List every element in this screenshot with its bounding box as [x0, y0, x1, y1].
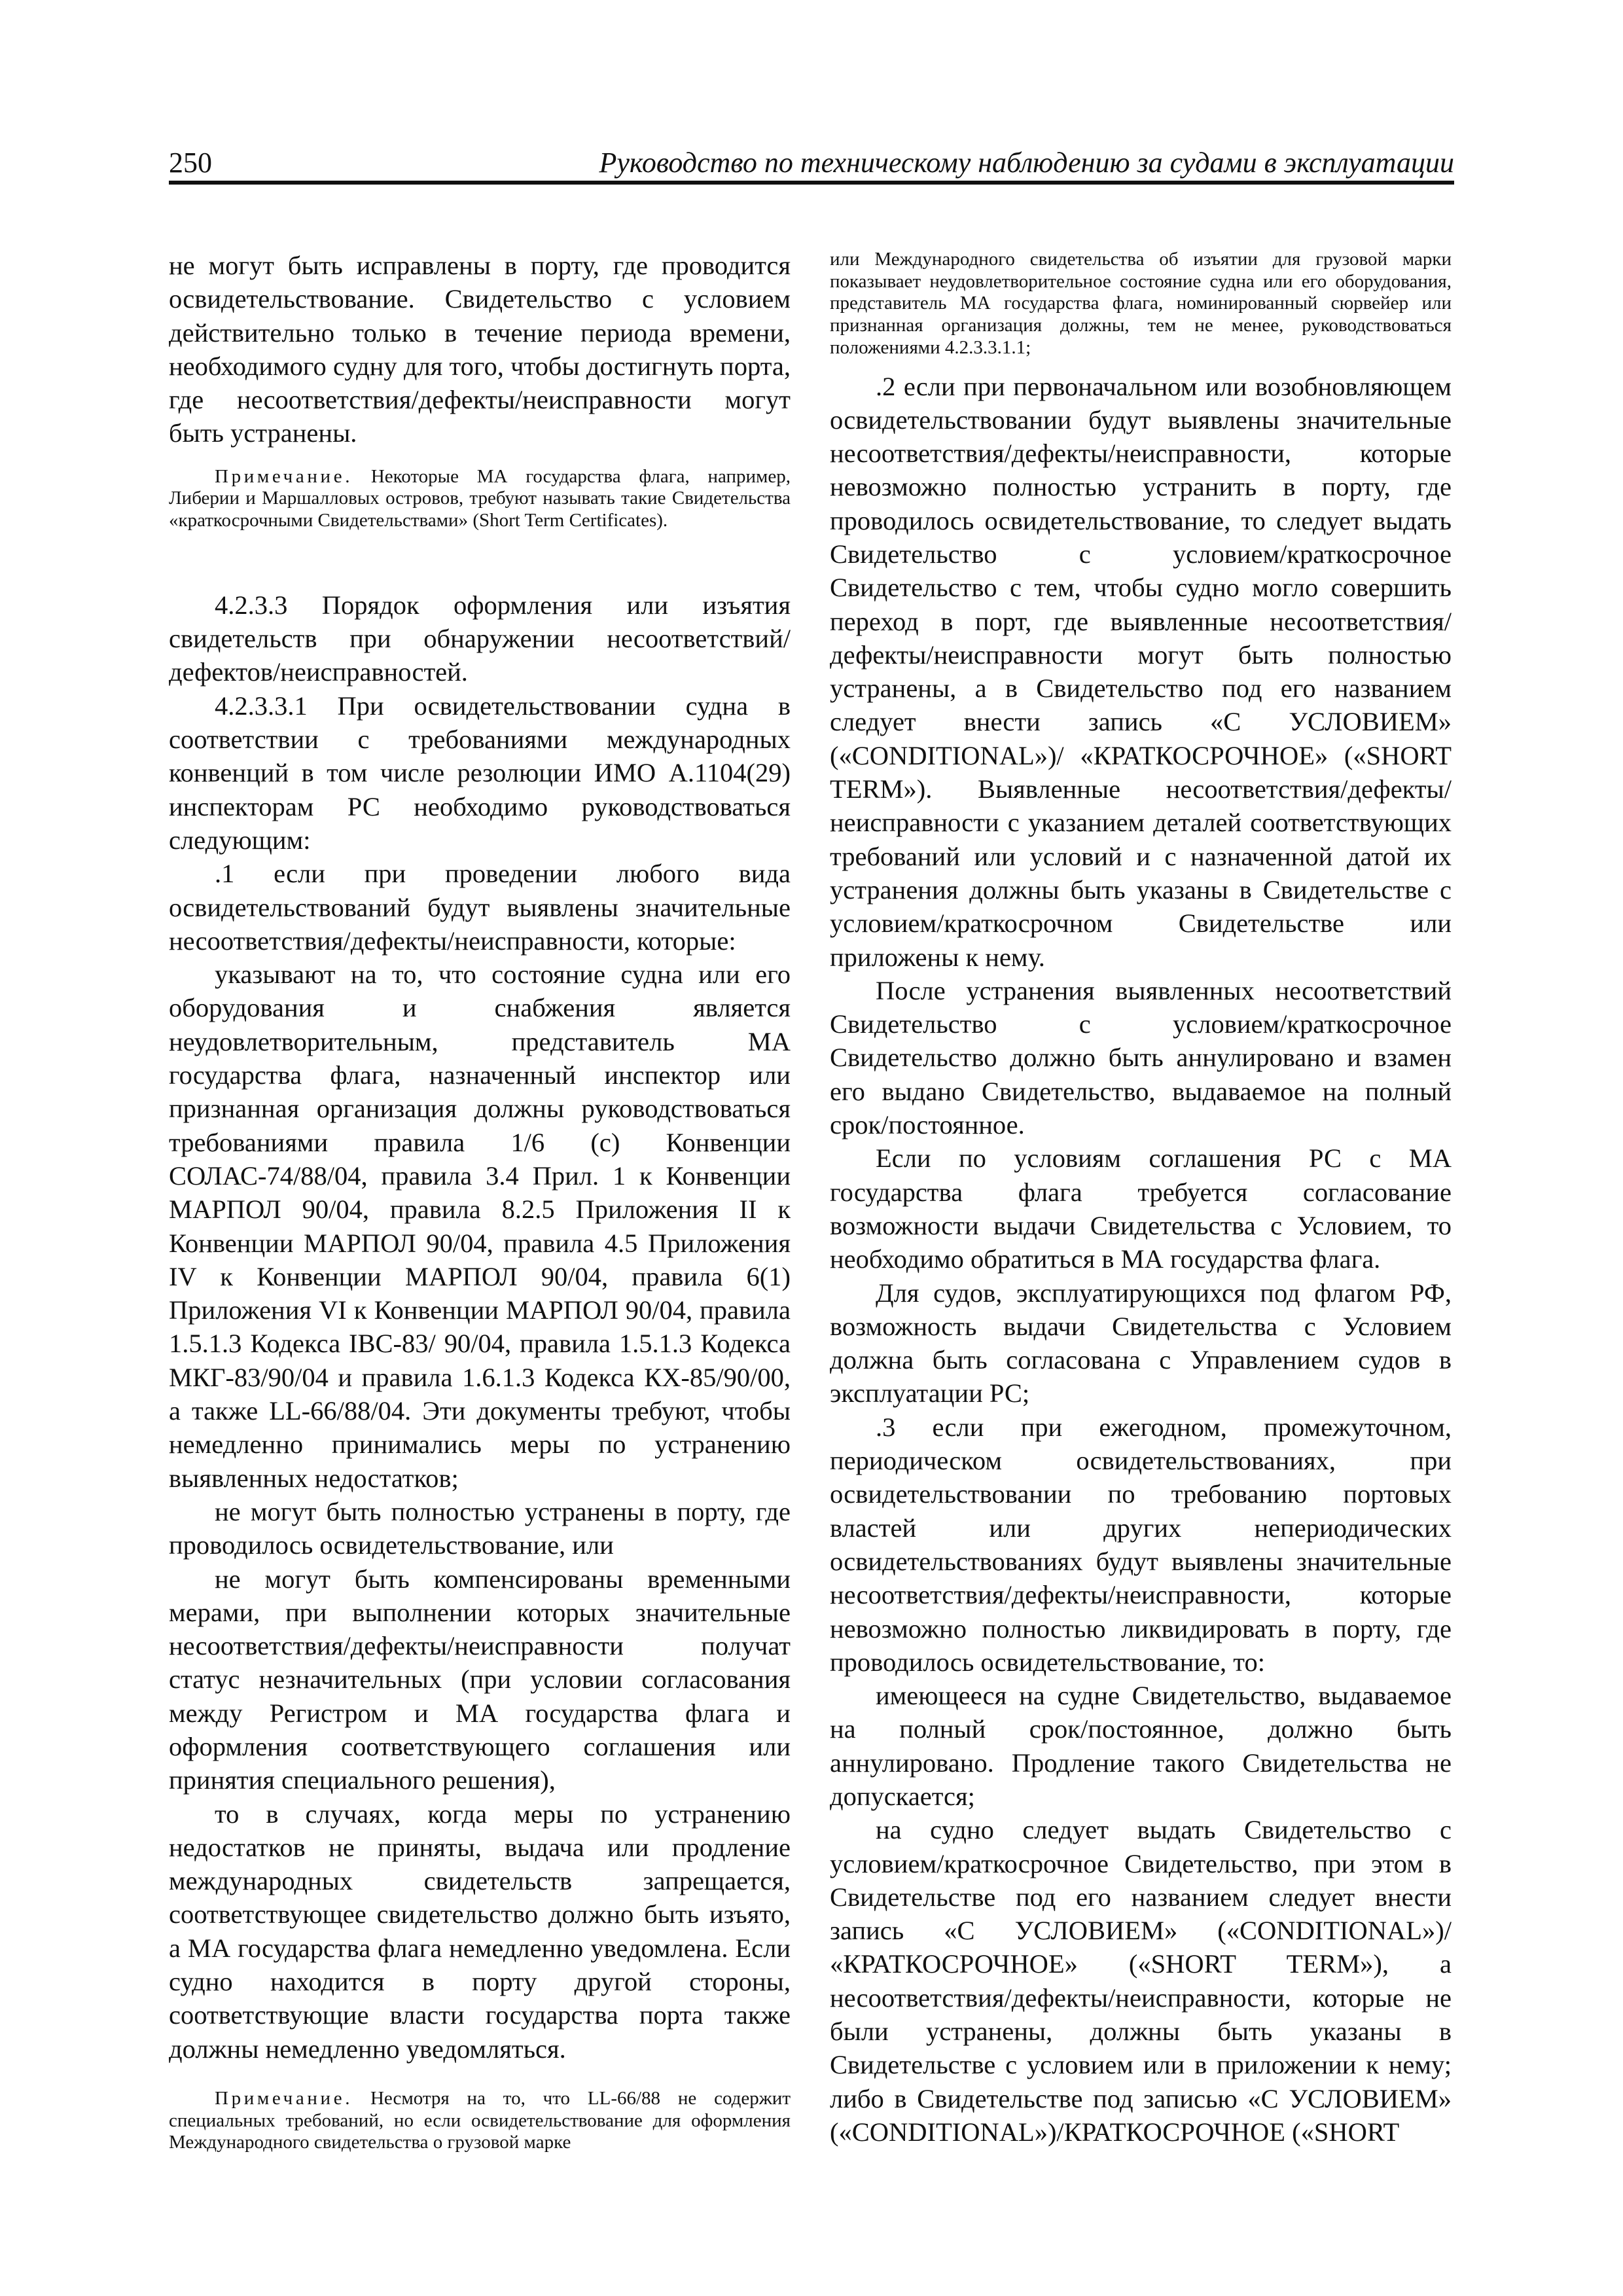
- paragraph: не могут быть полностью устранены в порту, где проводилось освидетельствование, или: [169, 1496, 791, 1560]
- paragraph: Для судов, эксплуатирующихся под флагом РФ, возможность выдачи Свидетельства с Условием должна быть согласована с Управлением судов в эксплуатации РС;: [830, 1278, 1452, 1408]
- left-column: [169, 249, 791, 2212]
- section-heading: 4.2.3.3 Порядок оформления или изъятия свидетельств при обнаружении несоответствий/дефектов/неисправностей.: [169, 590, 791, 687]
- paragraph: .3 если при ежегодном, промежуточном, периодическом освидетельствованиях, при освидетельствовании по требованию портовых властей или других непериодических освидетельствованиях будут выявлены значительные несоответствия/дефекты/неисправности, которые невозможно полностью ликвидировать в порту, где проводилось освидетельствование, то:: [830, 1412, 1452, 1677]
- paragraph: .1 если при проведении любого вида освидетельствований будут выявлены значительные несоответствия/дефекты/неисправности, которые:: [169, 859, 791, 956]
- paragraph: указывают на то, что состояние судна или его оборудования и снабжения является неудовлетворительным, представитель МА государства флага, назначенный инспектор или признанная организация должны руководствоваться требованиями правила 1/6 (с) Конвенции СОЛАС-74/88/04, правила 3.4 Прил. 1 к Конвенции МАРПОЛ 90/04, правила 8.2.5 Приложения II к Конвенции МАРПОЛ 90/04, правила 4.5 Приложения IV к Конвенции МАРПОЛ 90/04, правила 6(1) Приложения VI к Конвенции МАРПОЛ 90/04, правила 1.5.1.3 Кодекса IBC-83/ 90/04, правила 1.5.1.3 Кодекса МКГ-83/90/04 и правила 1.6.1.3 Кодекса КХ-85/90/00, а также LL-66/88/04. Эти документы требуют, чтобы немедленно принимались меры по устранению выявленных недостатков;: [169, 960, 791, 1493]
- note-text: Некоторые МА государства флага, например, Либерии и Маршалловых островов, требуют называть такие Свидетельства «краткосрочными Свидетельствами» (Short Term Certificates).: [169, 465, 791, 531]
- paragraph: не могут быть компенсированы временными мерами, при выполнении которых значительные несоответствия/дефекты/неисправности получат статус незначительных (при условии согласования между Регистром и МА государства флага и оформления соответствующего соглашения или принятия специального решения),: [169, 1564, 791, 1795]
- paragraph: не могут быть исправлены в порту, где проводится освидетельствование. Свидетельство с условием действительно только в течение периода времени, необходимого судну для того, чтобы достигнуть порта, где несоответствия/дефекты/неисправности могут быть устранены.: [169, 251, 791, 448]
- note: [169, 2088, 791, 2154]
- page-number: 250: [169, 147, 212, 179]
- paragraph: имеющееся на судне Свидетельство, выдаваемое на полный срок/постоянное, должно быть аннулировано. Продление такого Свидетельства не допускается;: [830, 1681, 1452, 1811]
- paragraph: на судно следует выдать Свидетельство с условием/краткосрочное Свидетельство, при этом в Свидетельстве под его названием следует внести запись «С УСЛОВИЕМ» («CONDITIONAL»)/ «КРАТКОСРОЧНОЕ» («SHORT TERM»), а несоответствия/дефекты/неисправности, которые не были устранены, должны быть указаны в Свидетельстве с условием или в приложении к нему; либо в Свидетельстве под записью «С УСЛОВИЕМ» («CONDITIONAL»)/КРАТКОСРОЧНОЕ («SHORT: [830, 1815, 1452, 2147]
- note-continuation: или Международного свидетельства об изъятии для грузовой марки показывает неудовлетворительное состояние судна или его оборудования, представитель МА государства флага, номинированный сюрвейер или признанная организация должны, тем не менее, руководствоваться положениями 4.2.3.3.1.1;: [830, 249, 1452, 358]
- running-title: Руководство по техническому наблюдению за судами в эксплуатации: [599, 147, 1454, 179]
- paragraph: .2 если при первоначальном или возобновляющем освидетельствовании будут выявлены значительные несоответствия/дефекты/неисправности, которые невозможно полностью устранить в порту, где проводилось освидетельствование, то следует выдать Свидетельство с условием/краткосрочное Свидетельство с тем, чтобы судно могло совершить переход в порт, где выявленные несоответствия/дефекты/неисправности могут быть полностью устранены, а в Свидетельство под его названием следует внести запись «С УСЛОВИЕМ» («CONDITIONAL»)/ «КРАТКОСРОЧНОЕ» («SHORT TERM»). Выявленные несоответствия/дефекты/неисправности с указанием деталей соответствующих требований или условий и с назначенной датой их устранения должны быть указаны в Свидетельстве с условием/краткосрочном Свидетельстве или приложены к нему.: [830, 371, 1452, 972]
- paragraph: Если по условиям соглашения РС с МА государства флага требуется согласование возможности выдачи Свидетельства с Условием, то необходимо обратиться в МА государства флага.: [830, 1143, 1452, 1274]
- paragraph: 4.2.3.3.1 При освидетельствовании судна в соответствии с требованиями международных конвенций в том числе резолюции ИМО А.1104(29) инспекторам РС необходимо руководствоваться следующим:: [169, 691, 791, 855]
- note-label: Примечание.: [215, 2087, 353, 2109]
- paragraph: то в случаях, когда меры по устранению недостатков не приняты, выдача или продление международных свидетельств запрещается, соответствующее свидетельство должно быть изъято, а МА государства флага немедленно уведомлена. Если судно находится в порту другой стороны, соответствующие власти государства порта также должны немедленно уведомляться.: [169, 1799, 791, 2064]
- note-label: Примечание.: [215, 465, 353, 487]
- paragraph: После устранения выявленных несоответствий Свидетельство с условием/краткосрочное Свидетельство должно быть аннулировано и взамен его выдано Свидетельство, выдаваемое на полный срок/постоянное.: [830, 975, 1452, 1140]
- note: [169, 466, 791, 532]
- note-text: Несмотря на то, что LL-66/88 не содержит специальных требований, но если освидетельствование для оформления Международного свидетельства о грузовой марке: [169, 2087, 791, 2153]
- right-column: [830, 249, 1452, 2212]
- page-header: [169, 145, 1454, 185]
